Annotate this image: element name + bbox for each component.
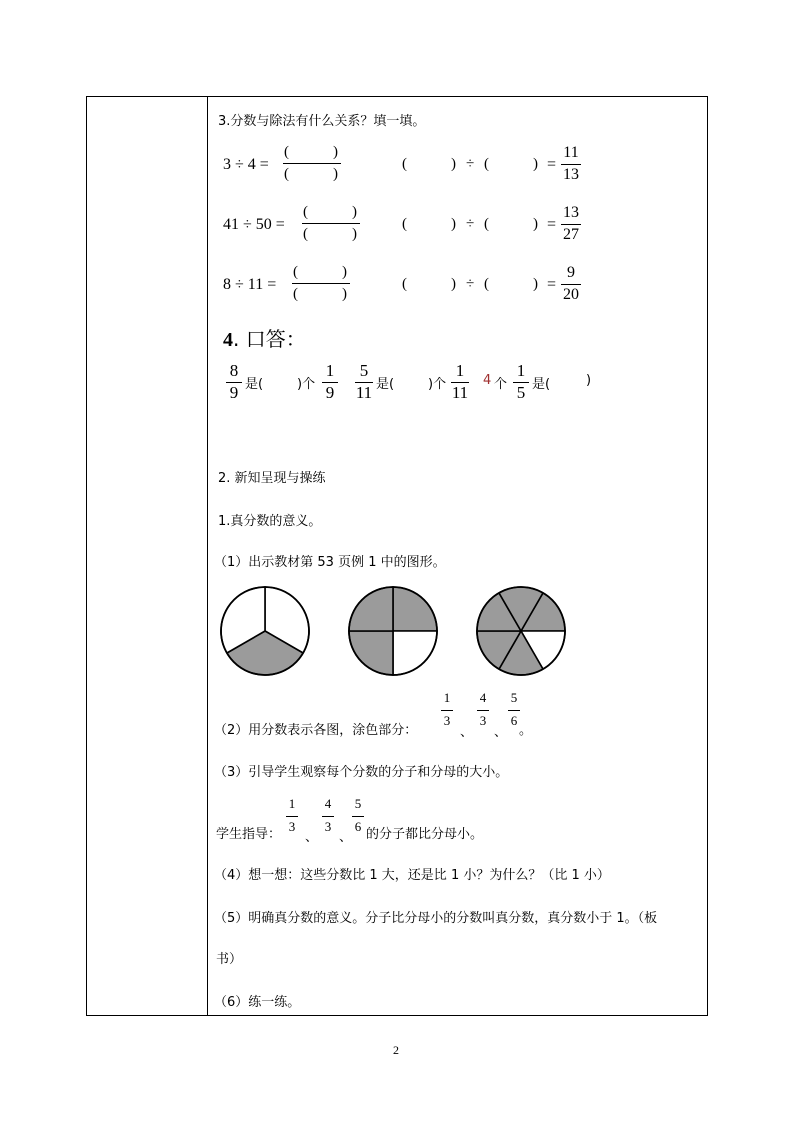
unit-denominator: 5 — [516, 383, 526, 402]
question-text-shi: 是( — [245, 377, 264, 392]
unit-numerator: 1 — [325, 361, 335, 380]
left-expression: 3 ÷ 4 = — [223, 156, 269, 173]
result-fraction-bar — [561, 164, 581, 165]
question-count: 4 — [483, 373, 492, 388]
table-column-divider — [207, 96, 208, 1016]
fraction-bar — [322, 816, 334, 817]
question-text-ge: )个 — [428, 377, 447, 392]
answer-denominator-blank[interactable]: ( ) — [293, 286, 347, 302]
fraction-numerator: 5 — [354, 796, 362, 811]
fraction-denominator: 9 — [229, 383, 239, 402]
proper-fraction-subheading: 1.真分数的意义。 — [218, 514, 322, 529]
fraction-bar — [508, 710, 520, 711]
unit-numerator: 1 — [455, 361, 465, 380]
result-fraction-bar — [561, 224, 581, 225]
left-expression: 8 ÷ 11 = — [223, 276, 277, 293]
fraction-denominator: 11 — [355, 383, 373, 402]
fraction-bar — [441, 710, 453, 711]
step-2-text: （2）用分数表示各图，涂色部分： — [214, 723, 418, 738]
fraction-bar — [286, 816, 298, 817]
divide-sign: ÷ — [466, 216, 475, 232]
dividend-blank[interactable]: ( ) — [402, 216, 456, 232]
unit-numerator: 1 — [516, 361, 526, 380]
fraction-denominator: 3 — [479, 713, 487, 728]
fraction-circles — [210, 578, 580, 684]
fraction-bar — [292, 283, 350, 284]
dividend-blank[interactable]: ( ) — [402, 156, 456, 172]
answer-numerator-blank[interactable]: ( ) — [293, 264, 347, 280]
fraction-bar — [302, 223, 360, 224]
unit-denominator: 9 — [325, 383, 335, 402]
fraction-denominator: 6 — [354, 819, 362, 834]
separator: 、 — [494, 725, 508, 740]
unit-denominator: 11 — [451, 383, 469, 402]
fraction-numerator: 4 — [479, 690, 487, 705]
divisor-blank[interactable]: ( ) — [484, 216, 538, 232]
section4-heading: 4. 口答： — [223, 327, 306, 351]
answer-denominator-blank[interactable]: ( ) — [284, 166, 338, 182]
fraction-denominator: 3 — [443, 713, 451, 728]
separator: 、 — [460, 725, 474, 740]
result-denominator: 20 — [563, 286, 579, 303]
left-expression: 41 ÷ 50 = — [223, 216, 285, 233]
dividend-blank[interactable]: ( ) — [402, 276, 456, 292]
end-mark: 。 — [519, 723, 533, 738]
step-1-text: （1）出示教材第 53 页例 1 中的图形。 — [214, 555, 446, 570]
step-5-text: （5）明确真分数的意义。分子比分母小的分数叫真分数，真分数小于 1。（板 — [214, 911, 658, 926]
step-6-text: （6）练一练。 — [214, 995, 301, 1010]
question-text-ge: 个 — [494, 377, 508, 392]
fraction-bar — [352, 816, 364, 817]
equals-sign: = — [547, 276, 557, 293]
answer-numerator-blank[interactable]: ( ) — [303, 204, 357, 220]
fraction-numerator: 4 — [324, 796, 332, 811]
fraction-numerator: 8 — [229, 361, 239, 380]
divisor-blank[interactable]: ( ) — [484, 156, 538, 172]
equals-sign: = — [547, 156, 557, 173]
result-denominator: 13 — [563, 166, 579, 183]
fraction-numerator: 1 — [288, 796, 296, 811]
circle-sixths — [477, 587, 565, 675]
divisor-blank[interactable]: ( ) — [484, 276, 538, 292]
result-numerator: 13 — [563, 204, 579, 221]
step-5-continuation: 书） — [216, 952, 243, 967]
question-text-ge: )个 — [297, 377, 316, 392]
question-text-close: ) — [586, 373, 592, 388]
circle-thirds — [221, 587, 309, 675]
new-knowledge-heading: 2. 新知呈现与操练 — [218, 471, 326, 486]
separator: 、 — [339, 830, 353, 845]
result-fraction-bar — [561, 284, 581, 285]
fraction-denominator: 3 — [288, 819, 296, 834]
fraction-numerator: 5 — [359, 361, 369, 380]
fraction-bar — [477, 710, 489, 711]
fraction-denominator: 3 — [324, 819, 332, 834]
result-denominator: 27 — [563, 226, 579, 243]
result-numerator: 11 — [563, 144, 579, 161]
separator: 、 — [305, 830, 319, 845]
guide-suffix: 的分子都比分母小。 — [366, 827, 484, 842]
guide-label: 学生指导： — [216, 827, 282, 842]
divide-sign: ÷ — [466, 156, 475, 172]
fraction-numerator: 5 — [510, 690, 518, 705]
answer-denominator-blank[interactable]: ( ) — [303, 226, 357, 242]
answer-numerator-blank[interactable]: ( ) — [284, 144, 338, 160]
fraction-bar — [283, 163, 341, 164]
question-text-shi: 是( — [532, 377, 551, 392]
divide-sign: ÷ — [466, 276, 475, 292]
page-number: 2 — [393, 1043, 399, 1057]
step-4-text: （4）想一想：这些分数比 1 大，还是比 1 小？为什么？（比 1 小） — [214, 868, 610, 883]
fraction-denominator: 6 — [510, 713, 518, 728]
step-3-text: （3）引导学生观察每个分数的分子和分母的大小。 — [214, 765, 509, 780]
circle-quarters — [349, 587, 437, 675]
equals-sign: = — [547, 216, 557, 233]
result-numerator: 9 — [567, 264, 575, 281]
section3-title: 3.分数与除法有什么关系？填一填。 — [218, 114, 426, 129]
question-text-shi: 是( — [376, 377, 395, 392]
fraction-numerator: 1 — [443, 690, 451, 705]
